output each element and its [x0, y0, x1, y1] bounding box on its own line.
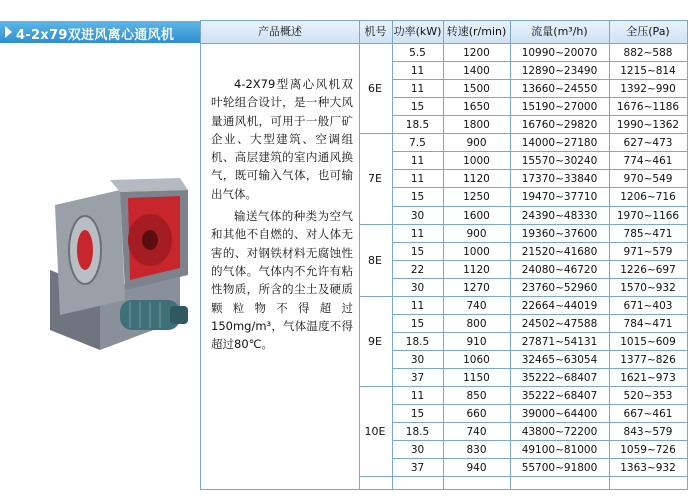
description-paragraph: 输送气体的种类为空气和其他不自燃的、对人体无害的、对钢铁材料无腐蚀性的气体。气体内不允许有粘性物质，所含的尘土及硬质颗粒物不得超过150mg/m³，气体温度不得超过80℃。: [211, 209, 353, 352]
flow-cell: 24502~47588: [521, 317, 598, 330]
page-title: 4-2x79双进风离心通风机: [16, 28, 175, 43]
description-paragraph: 4-2X79型离心风机双叶轮组合设计，是一种大风量通风机，可用于一般厂矿企业、大型建筑、空调组机、高层建筑的室内通风换气，既可输入气体，也可输出气体。: [211, 77, 353, 201]
model-cell: 10E: [364, 425, 386, 439]
group-divider: [359, 133, 392, 134]
flow-cell: 17370~33840: [521, 173, 598, 186]
power-cell: 37: [410, 462, 425, 475]
power-cell: 18.5: [405, 426, 430, 439]
impeller-hub: [142, 230, 158, 250]
power-cell: 7.5: [409, 137, 426, 150]
title-bar: [0, 21, 203, 43]
power-cell: 11: [410, 299, 425, 312]
model-cell: 7E: [368, 172, 382, 186]
pressure-cell: 1676~1186: [616, 101, 680, 114]
header-model: 机号: [364, 25, 387, 38]
speed-cell: 1000: [463, 155, 490, 168]
pressure-cell: 1363~932: [620, 462, 676, 475]
power-cell: 11: [410, 65, 425, 78]
flow-cell: 14000~27180: [521, 137, 598, 150]
flow-cell: 22664~44019: [521, 299, 598, 312]
pressure-cell: 1377~826: [620, 354, 676, 367]
power-cell: 15: [410, 408, 425, 421]
product-description: [211, 75, 353, 353]
pressure-cell: 1015~609: [620, 335, 676, 348]
speed-cell: 800: [466, 317, 487, 330]
flow-cell: 24390~48330: [521, 209, 598, 222]
power-cell: 15: [410, 191, 425, 204]
flow-cell: 12890~23490: [521, 65, 598, 78]
pressure-cell: 784~471: [623, 317, 673, 330]
pressure-cell: 667~461: [623, 408, 673, 421]
pressure-cell: 970~549: [623, 173, 673, 186]
inlet-opening: [77, 230, 93, 270]
header-speed: 转速(r/min): [446, 25, 507, 38]
speed-cell: 1600: [463, 209, 490, 222]
speed-cell: 1400: [463, 65, 490, 78]
speed-cell: 1150: [463, 372, 490, 385]
power-cell: 15: [410, 245, 425, 258]
power-cell: 5.5: [409, 47, 426, 59]
pressure-cell: 1059~726: [620, 444, 676, 457]
pressure-cell: 1621~973: [620, 372, 676, 385]
flow-cell: 35222~68407: [521, 390, 598, 403]
power-cell: 18.5: [405, 119, 430, 132]
power-cell: 37: [410, 372, 425, 385]
power-cell: 30: [410, 354, 425, 367]
power-cell: 15: [410, 101, 425, 114]
speed-cell: 740: [466, 426, 487, 439]
group-divider: [359, 476, 392, 477]
speed-cell: 900: [466, 137, 487, 150]
power-cell: 11: [410, 173, 425, 186]
flow-cell: 13660~24550: [521, 83, 598, 96]
speed-cell: 1000: [463, 245, 490, 258]
pressure-cell: 971~579: [623, 245, 673, 258]
speed-cell: 1650: [463, 101, 490, 114]
flow-cell: 21520~41680: [521, 245, 598, 258]
pressure-cell: 520~353: [623, 390, 673, 403]
pressure-cell: 1392~990: [620, 83, 676, 96]
arrow-icon: [5, 26, 12, 38]
flow-cell: 19470~37710: [521, 191, 598, 204]
speed-cell: 900: [466, 227, 487, 240]
model-cell: 6E: [368, 82, 382, 96]
pressure-cell: 882~588: [623, 47, 673, 59]
pressure-cell: 1215~814: [620, 65, 676, 78]
pressure-cell: 785~471: [623, 227, 673, 240]
power-cell: 11: [410, 227, 425, 240]
group-divider: [359, 224, 392, 225]
header-pressure: 全压(Pa): [626, 25, 670, 38]
row-divider: [392, 476, 687, 477]
fan-product-image: [30, 150, 210, 360]
pressure-cell: 627~473: [623, 137, 673, 150]
speed-cell: 1250: [463, 191, 490, 204]
pressure-cell: 1970~1166: [616, 209, 680, 222]
speed-cell: 740: [466, 299, 487, 312]
model-cell: 8E: [368, 253, 382, 267]
flow-cell: 15570~30240: [521, 155, 598, 168]
speed-cell: 1200: [463, 47, 490, 59]
power-cell: 30: [410, 281, 425, 294]
speed-cell: 1120: [463, 263, 490, 276]
power-cell: 11: [410, 155, 425, 168]
flow-cell: 24080~46720: [521, 263, 598, 276]
group-divider: [359, 296, 392, 297]
power-cell: 22: [410, 263, 425, 276]
speed-cell: 850: [466, 390, 487, 403]
flow-cell: 19360~37600: [521, 227, 598, 240]
flow-cell: 10990~20070: [521, 47, 598, 59]
flow-cell: 32465~63054: [521, 354, 598, 367]
fan-housing-top: [110, 178, 188, 192]
power-cell: 11: [410, 83, 425, 96]
power-cell: 11: [410, 390, 425, 403]
group-divider: [359, 386, 392, 387]
power-cell: 30: [410, 444, 425, 457]
pressure-cell: 774~461: [623, 155, 673, 168]
speed-cell: 1800: [463, 119, 490, 132]
header-overview: 产品概述: [258, 25, 302, 38]
speed-cell: 940: [466, 462, 487, 475]
speed-cell: 910: [466, 335, 487, 348]
flow-cell: 39000~64400: [521, 408, 598, 421]
flow-cell: 16760~29820: [521, 119, 598, 132]
flow-cell: 35222~68407: [521, 372, 598, 385]
pressure-cell: 1226~697: [620, 263, 676, 276]
model-cell: 9E: [368, 334, 382, 348]
header-flow: 流量(m³/h): [531, 25, 588, 38]
power-cell: 18.5: [405, 335, 430, 348]
speed-cell: 830: [466, 444, 487, 457]
flow-cell: 23760~52960: [521, 281, 598, 294]
flow-cell: 15190~27000: [521, 101, 598, 114]
pressure-cell: 1990~1362: [616, 119, 680, 132]
pressure-cell: 1570~932: [620, 281, 676, 294]
speed-cell: 1500: [463, 83, 490, 96]
power-cell: 15: [410, 317, 425, 330]
speed-cell: 1120: [463, 173, 490, 186]
speed-cell: 1270: [463, 281, 490, 294]
pressure-cell: 843~579: [623, 426, 673, 439]
flow-cell: 55700~91800: [521, 462, 598, 475]
flow-cell: 49100~81000: [521, 444, 598, 457]
header-power: 功率(kW): [393, 25, 442, 38]
flow-cell: 43800~72200: [521, 426, 598, 439]
pressure-cell: 1206~716: [620, 191, 676, 204]
pressure-cell: 671~403: [623, 299, 673, 312]
speed-cell: 660: [466, 408, 487, 421]
motor-end: [170, 306, 188, 324]
speed-cell: 1060: [463, 354, 490, 367]
flow-cell: 27871~54131: [521, 335, 598, 348]
power-cell: 30: [410, 209, 425, 222]
